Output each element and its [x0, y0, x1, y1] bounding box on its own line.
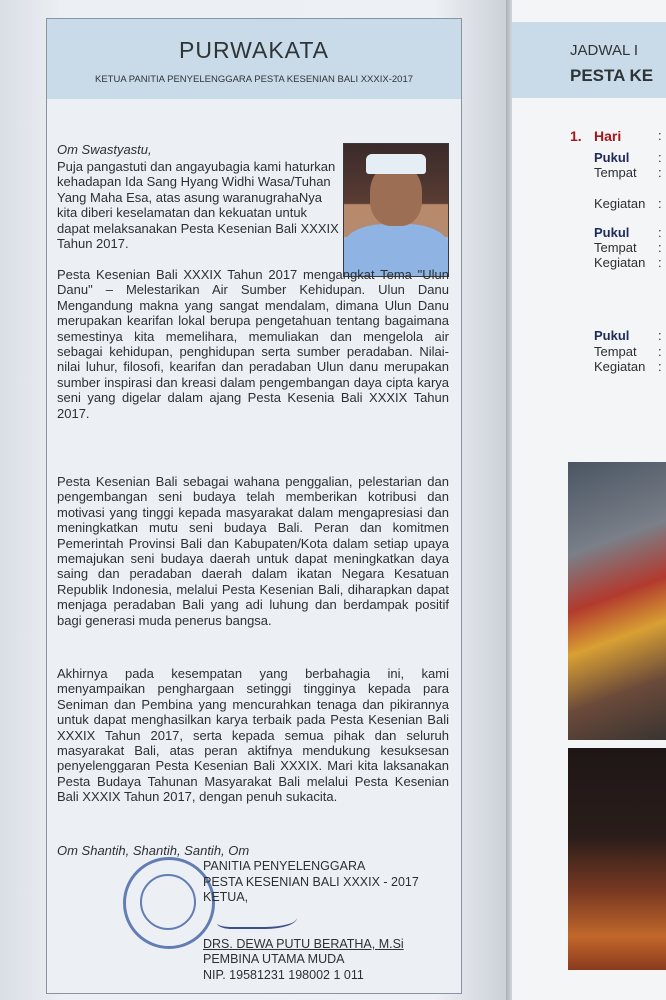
colon: :: [658, 128, 662, 143]
greeting: Om Swastyastu,: [57, 142, 152, 157]
label-pukul: Pukul: [594, 150, 630, 165]
page-title: PURWAKATA: [179, 37, 329, 63]
paragraph-1: Puja pangastuti dan angayubagia kami haturkan kehadapan Ida Sang Hyang Widhi Wasa/Tuhan Yang Maha Esa, atas asung waranugrahaNya kita diberi keselamatan dan kekuatan untuk dapat melaksanakan Pesta Kesenian Bali XXXIX Tahun 2017.: [57, 159, 339, 252]
label-kegiatan: Kegiatan: [594, 255, 646, 270]
signature-event: PESTA KESENIAN BALI XXXIX - 2017: [203, 874, 419, 889]
label-hari: Hari: [594, 128, 622, 144]
signatory-nip: NIP. 19581231 198002 1 011: [203, 967, 364, 982]
signature-role: KETUA,: [203, 890, 249, 905]
header-banner: [47, 19, 461, 99]
colon: :: [658, 328, 662, 343]
item-number: 1.: [570, 128, 582, 144]
colon: :: [658, 225, 662, 240]
paragraph-3: Pesta Kesenian Bali sebagai wahana penggalian, pelestarian dan pengembangan seni budaya telah memberikan kotribusi dan motivasi yang tinggi kepada masyarakat dalam mengapresiasi dan meningkatkan mutu seni budaya Bali. Peran dan komitmen Pemerintah Provinsi Bali dan Kabupaten/Kota dalam setiap upaya memajukan seni budaya daerah untuk dapat meningkatkan daya saing dan peradaban daerah dalam ikatan Negara Kesatuan Republik Indonesia, melalui Pesta Kesenian Bali, diharapkan dapat menjaga peradaban Bali yang adi luhung dan berdampak positif bagi generasi muda penerus bangsa.: [57, 474, 449, 628]
signature-space: [203, 906, 419, 937]
schedule-title: JADWAL I: [570, 42, 639, 59]
closing-salutation: Om Shantih, Shantih, Santih, Om: [57, 843, 250, 858]
label-kegiatan: Kegiatan: [594, 359, 646, 374]
signature-block: [203, 859, 419, 984]
label-kegiatan: Kegiatan: [594, 196, 646, 211]
official-stamp: [123, 857, 215, 949]
label-pukul: Pukul: [594, 225, 630, 240]
colon: :: [658, 165, 662, 180]
colon: :: [658, 255, 662, 270]
schedule-banner: [512, 22, 666, 98]
colon: :: [658, 344, 662, 359]
colon: :: [658, 150, 662, 165]
label-tempat: Tempat: [594, 240, 637, 255]
signature-committee: PANITIA PENYELENGGARA: [203, 859, 366, 873]
paragraph-4: Akhirnya pada kesempatan yang berbahagia ini, kami menyampaikan penghargaan setinggi tingginya kepada para Seniman dan Pembina yang mencurahkan tenaga dan pikirannya untuk dapat menghasilkan karya terbaik pada Pesta Kesenian Bali XXXIX Tahun 2017, serta kepada semua pihak dan seluruh masyarakat Bali, atas peran aktifnya mendukung kesuksesan penyelenggaran Pesta Kesenian Bali XXXIX. Mari kita laksanakan Pesta Budaya Tahunan Masyarakat Bali melalui Pesta Kesenian Bali XXXIX Tahun 2017, dengan penuh sukacita.: [57, 666, 449, 805]
chairman-photo: [343, 143, 449, 277]
label-tempat: Tempat: [594, 165, 637, 180]
photo-udeng: [366, 154, 426, 174]
colon: :: [658, 196, 662, 211]
paragraph-2: Pesta Kesenian Bali XXXIX Tahun 2017 mengangkat Tema "Ulun Danu" – Melestarikan Air Sumber Kehidupan. Ulun Danu Mengandung makna yang sangat mendalam, dimana Ulun Danu merupakan kearifan lokal berupa pengetahuan tentang bagaimana semestinya kita memelihara, memuliakan dan mengelola air sebagai kehidupan, penghidupan serta sumber peradaban. Nilai-nilai luhur, filosofi, kearifan dan peradaban Ulun danu merupakan sumber inspirasi dan kreasi dalam pengembangan daya cipta karya seni yang digelar dalam ajang Pesta Kesenia Bali XXXIX Tahun 2017.: [57, 267, 449, 421]
signatory-name: DRS. DEWA PUTU BERATHA, M.Si: [203, 936, 404, 951]
page-subtitle: KETUA PANITIA PENYELENGGARA PESTA KESENIAN BALI XXXIX-2017: [94, 74, 414, 85]
label-tempat: Tempat: [594, 344, 637, 359]
schedule-subtitle: PESTA KE: [570, 66, 654, 85]
dance-photo-top: [568, 462, 666, 740]
label-pukul: Pukul: [594, 328, 630, 343]
colon: :: [658, 240, 662, 255]
signatory-rank: PEMBINA UTAMA MUDA: [203, 952, 345, 967]
colon: :: [658, 359, 662, 374]
dance-photo-bottom: [568, 748, 666, 970]
foreword-frame: [46, 18, 462, 994]
